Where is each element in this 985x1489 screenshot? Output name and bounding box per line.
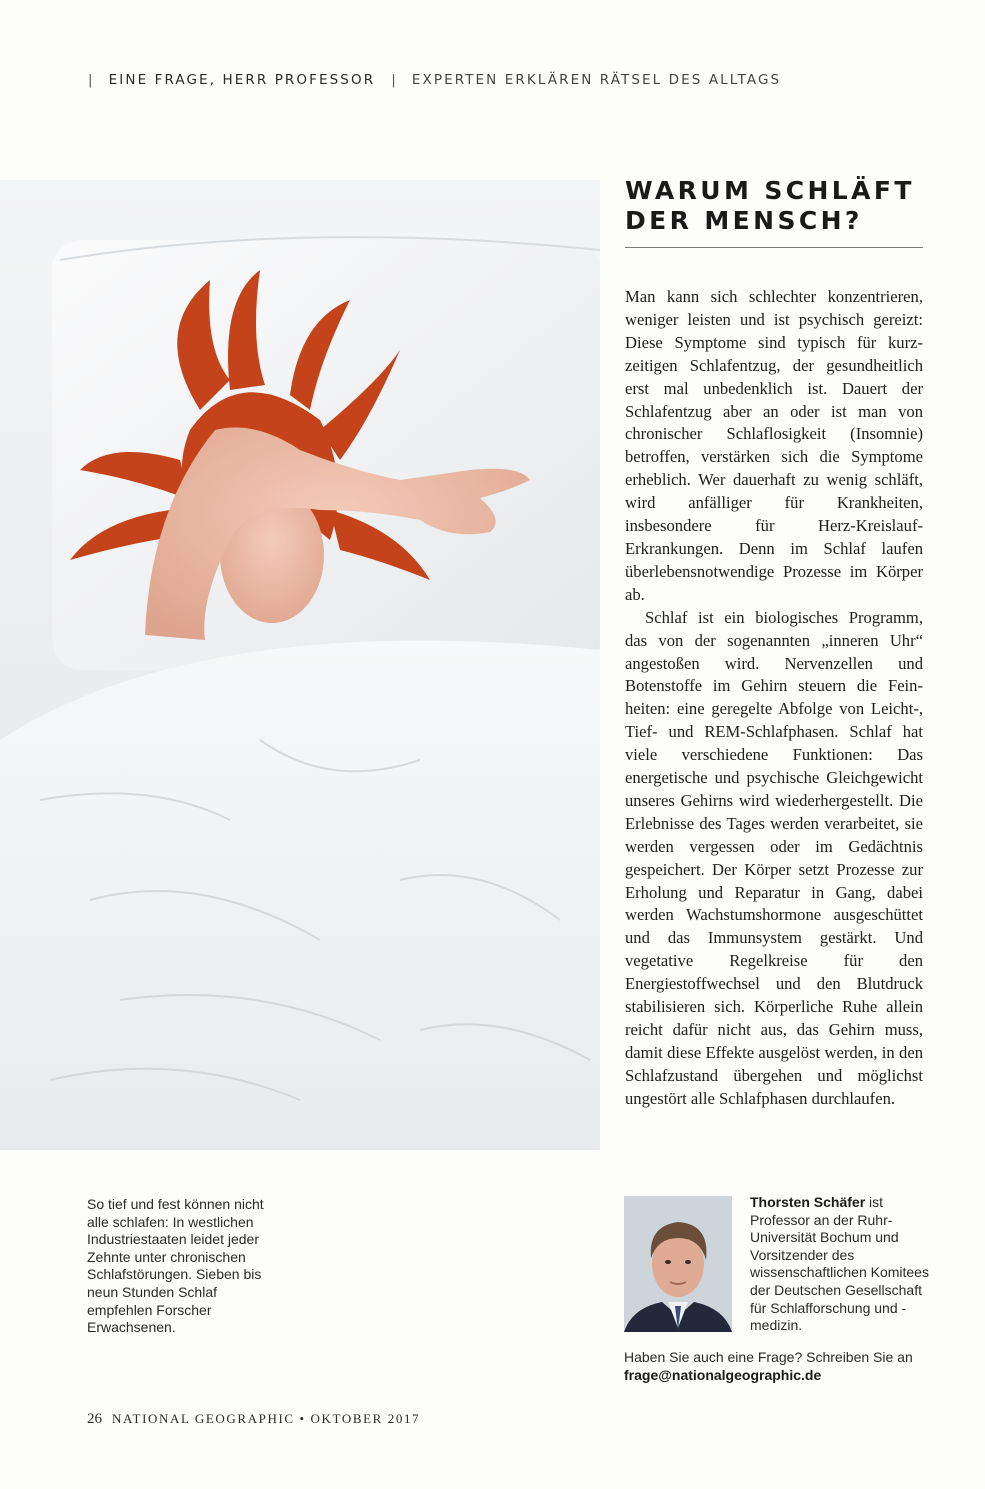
section-title: EINE FRAGE, HERR PROFESSOR bbox=[108, 72, 376, 88]
sleeping-woman-photo bbox=[0, 180, 600, 1150]
photo-caption: So tief und fest können nicht alle schlafen: In westlichen Industriestaaten leidet jeder Zehnte unter chronischen Schlafstörungen. Sieben bis neun Stunden Schlaf empfehlen Forscher Erwachsenen. bbox=[87, 1196, 264, 1336]
author-name: Thorsten Schäfer bbox=[750, 1194, 866, 1210]
photo-illustration bbox=[0, 180, 600, 1150]
section-subtitle: EXPERTEN ERKLÄREN RÄTSEL DES ALLTAGS bbox=[411, 72, 782, 88]
reader-question-note bbox=[624, 1349, 934, 1384]
title-divider bbox=[625, 247, 923, 248]
article-title-line: DER MENSCH? bbox=[625, 206, 863, 235]
issue-date: OKTOBER 2017 bbox=[310, 1411, 421, 1426]
article-title-line: WARUM SCHLÄFT bbox=[625, 176, 915, 205]
author-photo bbox=[624, 1196, 732, 1332]
author-portrait bbox=[624, 1196, 732, 1332]
article-body bbox=[625, 286, 923, 1111]
question-text: Haben Sie auch eine Frage? Schreiben Sie an bbox=[624, 1349, 913, 1365]
header-separator: | bbox=[391, 72, 398, 88]
section-header bbox=[88, 72, 781, 88]
body-paragraph: Schlaf ist ein biologisches Programm, das von der sogenannten „inneren Uhr“ angestoßen wird. Nervenzellen und Botenstoffe im Gehirn steuern die Feinheiten: eine geregelte Abfolge von Leicht-, Tief- und REM-Schlafphasen. Schlaf hat viele verschiedene Funktionen: Das energetische und psychische Gleichgewicht unseres Gehirns wird wiederhergestellt. Die Erlebnisse des Tages werden verarbeitet, sie werden vergessen oder im Gedächtnis gespeichert. Der Körper setzt Prozesse zur Erholung und Reparatur in Gang, dabei werden Wachstumshormone ausgeschüttet und das Immunsystem gestärkt. Und vegetative Regelkreise für den Energiestoffwechsel und den Blutdruck stabilisieren sich. Körperliche Ruhe allein reicht dafür nicht aus, das Gehirn muss, damit diese Effekte ausgelöst werden, in den Schlafzustand übergehen und möglichst ungestört alle Schlafphasen durchlaufen. bbox=[625, 607, 923, 1108]
author-bio-text: ist Professor an der Ruhr-Universität Bochum und Vorsitzender des wissenschaftlichen Komitees der Deutschen Gesellschaft für Schlafforschung und -medizin. bbox=[750, 1194, 929, 1334]
author-bio bbox=[750, 1194, 930, 1335]
body-paragraph: Man kann sich schlechter konzentrieren, weniger leisten und ist psychisch gereizt: Diese Symptome sind typisch für kurzzeitigen Schlafentzug, der gesundheitlich erst mal unbedenklich ist. Dauert der Schlafentzug aber an oder ist man von chronischer Schlaflosigkeit (Insomnie) betroffen, verstärken sich die Symptome erheblich. Wer dauerhaft zu wenig schläft, wird anfälliger für Krankheiten, insbesondere für Herz-Kreislauf-Erkrankungen. Denn im Schlaf laufen überlebensnotwendige Prozesse im Körper ab. bbox=[625, 287, 923, 604]
page-footer bbox=[87, 1411, 420, 1428]
footer-bullet: • bbox=[299, 1411, 306, 1426]
page-number: 26 bbox=[87, 1411, 102, 1427]
publication-name: NATIONAL GEOGRAPHIC bbox=[112, 1411, 295, 1426]
contact-email-link[interactable]: frage@nationalgeographic.de bbox=[624, 1366, 822, 1383]
header-separator: | bbox=[88, 72, 95, 88]
article-title bbox=[625, 176, 925, 236]
